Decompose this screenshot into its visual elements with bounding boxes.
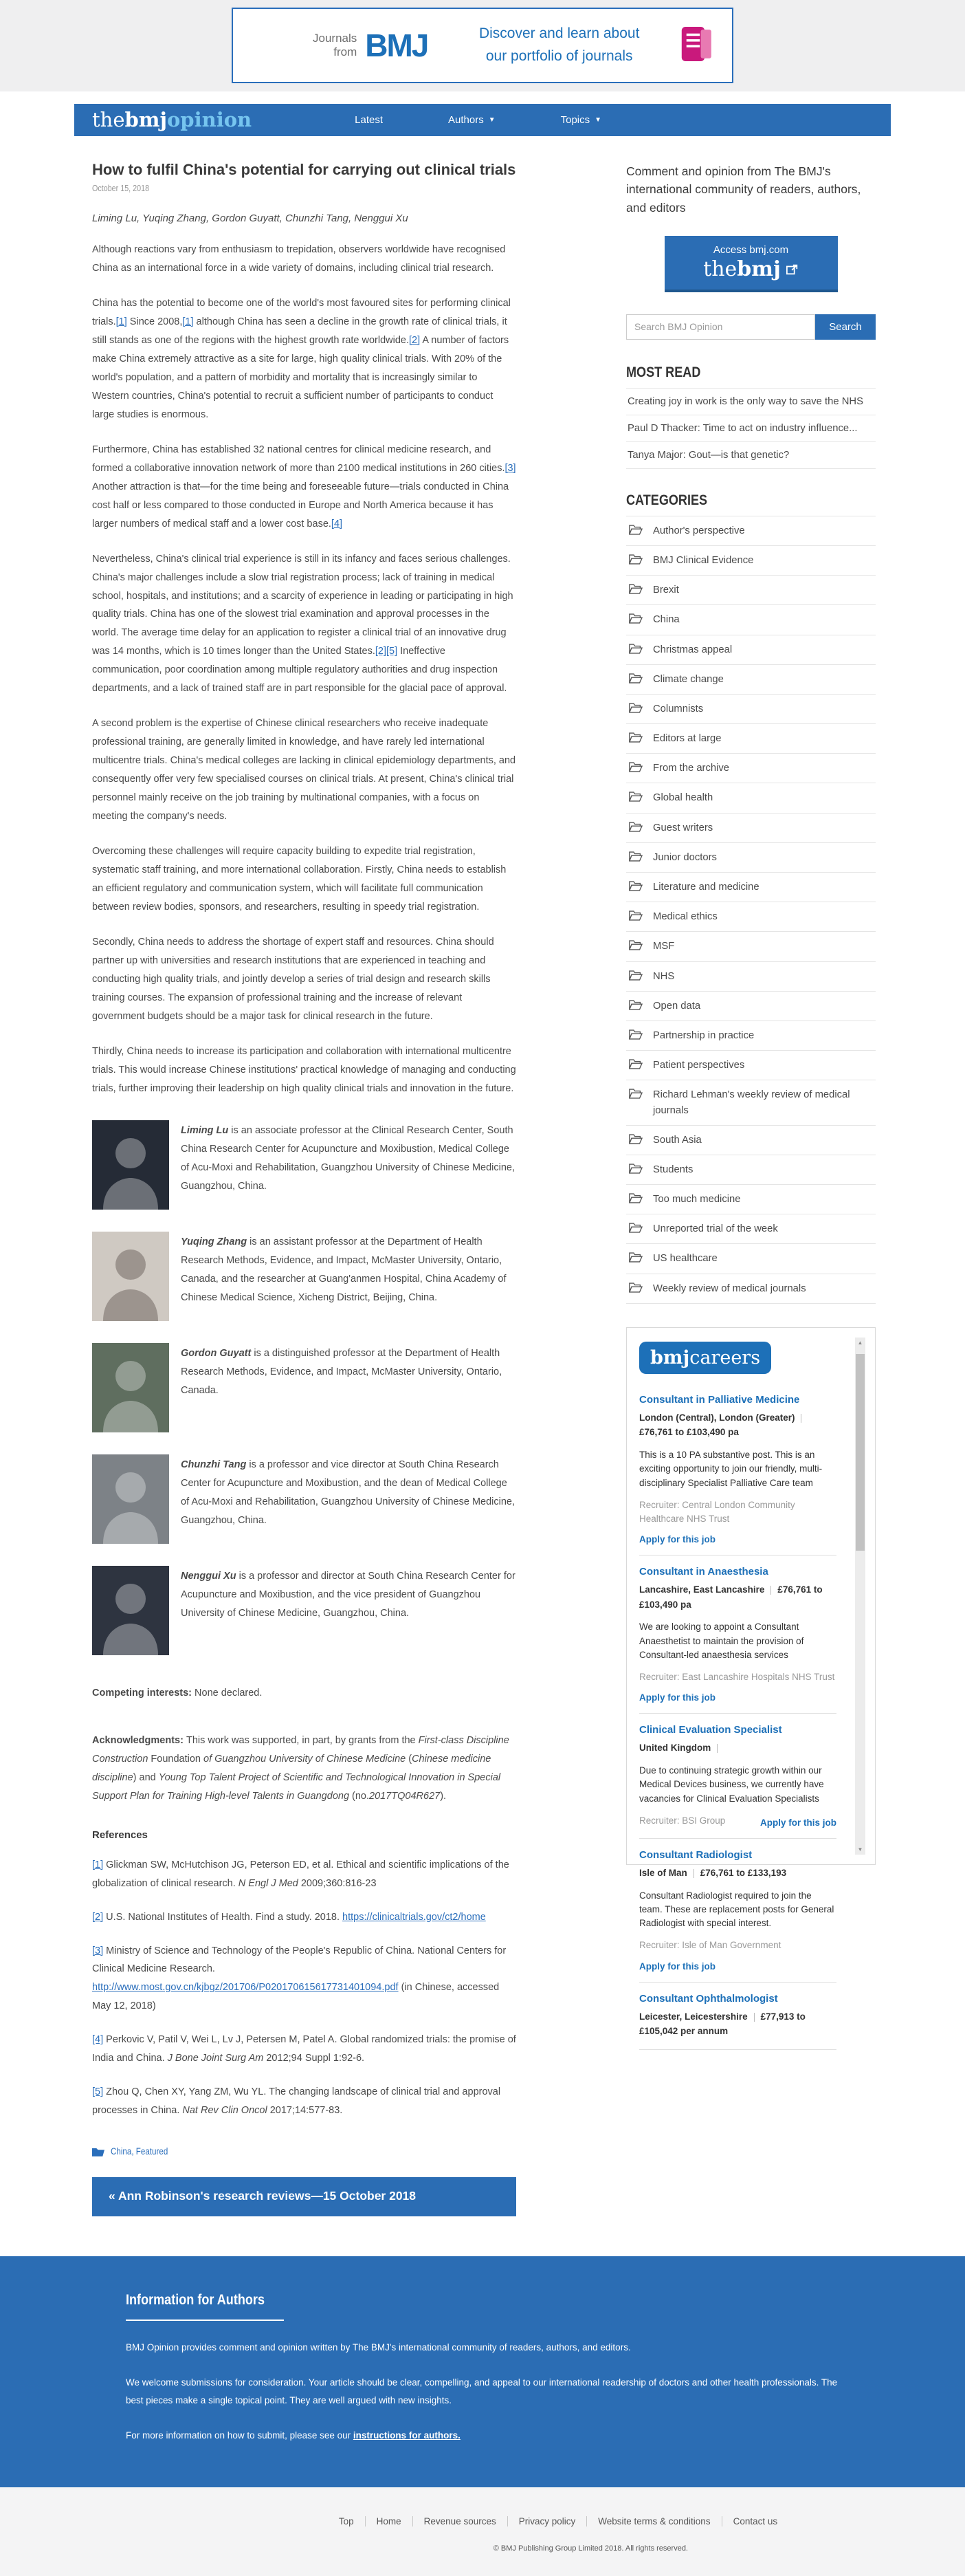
inline-link[interactable]: [5] xyxy=(92,2086,104,2098)
category-item[interactable]: Global health xyxy=(626,783,876,812)
article-paragraph xyxy=(92,441,516,534)
text-segment: 2017TQ04R627 xyxy=(369,1790,441,1802)
text-segment: Perkovic V, Patil V, Wei L, Lv J, Petersen M, Patel A. Global randomized trials: the promise of India and China. xyxy=(92,2034,516,2064)
folder-icon xyxy=(629,970,642,983)
text-segment: Ministry of Science and Technology of the People's Republic of China. National Centers for Clinical Medicine Research. xyxy=(92,1945,507,1975)
text-segment: 2009;360:816-23 xyxy=(298,1877,377,1889)
job-listing xyxy=(639,1983,836,2050)
folder-icon xyxy=(629,1164,642,1177)
author-photo xyxy=(92,1232,169,1321)
job-meta: United Kingdom xyxy=(639,1740,836,1756)
category-item[interactable]: Unreported trial of the week xyxy=(626,1214,876,1243)
folder-icon xyxy=(629,525,642,538)
inline-link[interactable]: http://www.most.gov.cn/kjbgz/201706/P020170615617731401094.pdf xyxy=(92,1982,399,1994)
nav-spacer xyxy=(0,91,965,104)
text-segment: Nat Rev Clin Oncol xyxy=(182,2105,267,2117)
author-bio-text xyxy=(181,1454,516,1544)
category-item[interactable]: Guest writers xyxy=(626,813,876,842)
scrollbar-thumb[interactable] xyxy=(856,1354,865,1551)
category-item[interactable]: From the archive xyxy=(626,753,876,783)
text-segment: is an assistant professor at the Department of Health Research Methods, Evidence, and Impact, McMaster University, Ontario, Canada, and the researcher at Guang'anmen Hospital, China Academy of Chinese Medical Science, Xicheng District, Beijing, China. xyxy=(181,1236,507,1303)
reference-item xyxy=(92,2031,516,2068)
reference-item xyxy=(92,1942,516,2016)
apply-link[interactable]: Apply for this job xyxy=(639,1692,716,1703)
folder-icon xyxy=(629,554,642,567)
tag-folder-icon xyxy=(92,2147,104,2157)
article-paragraph xyxy=(92,842,516,917)
article-tags xyxy=(92,2146,516,2157)
apply-link[interactable]: Apply for this job xyxy=(760,1818,836,1829)
folder-icon xyxy=(629,910,642,924)
author-bio-text xyxy=(181,1120,516,1210)
folder-icon xyxy=(629,1000,642,1013)
author-bio xyxy=(92,1232,516,1321)
text-segment: Young Top Talent Project of Scientific and Technological Innovation in Special Support Plan for Training High-level Talents in Guangdong xyxy=(92,1771,501,1802)
text-segment: Glickman SW, McHutchison JG, Peterson ED, et al. Ethical and scientific implications of the globalization of clinical research. xyxy=(92,1859,509,1889)
text-segment: Although reactions vary from enthusiasm to trepidation, observers worldwide have recognised China as an international force in a wide variety of domains, including clinical trial research. xyxy=(92,244,506,274)
text-segment: Yuqing Zhang xyxy=(181,1236,250,1247)
author-bio xyxy=(92,1454,516,1544)
text-segment: This work was supported, in part, by grants from the xyxy=(186,1734,419,1746)
bmj-careers-logo[interactable]: bmjcareers xyxy=(639,1342,771,1374)
person-silhouette xyxy=(92,1120,169,1210)
job-description: We are looking to appoint a Consultant Anaesthetist to maintain the provision of Consultant-led anaesthesia services xyxy=(639,1622,804,1660)
job-listing xyxy=(639,1556,836,1714)
author-photo xyxy=(92,1120,169,1210)
text-segment: A number of factors make China extremely attractive as a site for large, high quality clinical trials. With 20% of the world's population, and a pattern of morbidity and mortality that is increasingly similar to Western countries, China's potential to recruit a sufficient number of participants to conduct large studies is enormous. xyxy=(92,334,509,420)
text-segment: ) and xyxy=(133,1771,159,1783)
inline-link[interactable]: [1] xyxy=(182,316,194,327)
banner-pretitle: Journals from xyxy=(313,32,357,58)
scroll-up-icon[interactable]: ▲ xyxy=(857,1339,863,1346)
inline-link[interactable]: [2] xyxy=(92,1911,104,1923)
instructions-for-authors-link[interactable]: instructions for authors. xyxy=(353,2430,461,2441)
article-paragraph xyxy=(92,1043,516,1098)
banner-message: Discover and learn about our portfolio of journals xyxy=(478,25,640,64)
job-listing xyxy=(639,1384,836,1556)
reference-item xyxy=(92,1908,516,1927)
folder-icon xyxy=(629,1089,642,1102)
folder-icon xyxy=(629,1223,642,1236)
text-segment: A second problem is the expertise of Chinese clinical researchers who receive inadequate professional training, are generally limited in knowledge, and have rarely led international multicentre trials. China's medical colleges are lacking in clinical epidemiology departments, and consequently offer very few specialised courses on clinical trials. At present, China's clinical trial personnel mainly receive on the job training by multinational companies, with a focus on meeting the company's needs. xyxy=(92,718,516,822)
category-item[interactable]: Editors at large xyxy=(626,723,876,753)
job-title[interactable]: Clinical Evaluation Specialist xyxy=(639,1724,782,1736)
tag-links[interactable] xyxy=(111,2146,168,2157)
job-recruiter: Recruiter: Isle of Man Government xyxy=(639,1940,781,1951)
copyright-text: © BMJ Publishing Group Limited 2018. All rights reserved. xyxy=(493,2544,688,2553)
text-segment: Foundation xyxy=(148,1753,204,1765)
footer-heading: Information for Authors xyxy=(126,2291,265,2308)
text-segment: J Bone Joint Surg Am xyxy=(167,2053,264,2064)
chevron-down-icon: ▼ xyxy=(595,116,602,124)
article-paragraph xyxy=(92,933,516,1026)
nav-item-topics[interactable]: Topics ▼ xyxy=(560,114,602,126)
nav-links xyxy=(355,114,667,126)
meta-divider xyxy=(754,2013,755,2022)
footer-paragraph: We welcome submissions for consideration. Your article should be clear, compelling, and appeal to our international readership of doctors and other health professionals. The best pieces make a single topical point. They are well argued with new insights. xyxy=(126,2377,838,2405)
text-segment: Ineffective communication, poor coordination among multiple regulatory authorities and drug inspection departments, and a lack of trained staff are in part responsible for the glacial pace of approval. xyxy=(92,646,507,695)
text-segment: 2012;94 Suppl 1:92-6. xyxy=(263,2053,365,2064)
person-silhouette xyxy=(92,1232,169,1321)
author-photo xyxy=(92,1343,169,1432)
categories-heading: CATEGORIES xyxy=(626,492,708,508)
author-bio xyxy=(92,1120,516,1210)
text-segment: Furthermore, China has established 32 national centres for clinical medicine research, and formed a collaborative innovation network of more than 2100 medical institutions in 260 cities. xyxy=(92,444,505,474)
text-segment: None declared. xyxy=(195,1687,263,1699)
inline-link[interactable]: [4] xyxy=(331,518,343,530)
folder-icon xyxy=(629,1193,642,1206)
text-segment: Chunzhi Tang xyxy=(181,1459,249,1470)
folder-icon xyxy=(629,881,642,894)
footer-heading-rule xyxy=(126,2320,284,2321)
category-item[interactable]: NHS xyxy=(626,961,876,991)
job-meta: Isle of Man £76,761 to £133,193 xyxy=(639,1868,787,1879)
folder-icon xyxy=(629,613,642,626)
inline-link[interactable]: https://clinicaltrials.gov/ct2/home xyxy=(342,1911,486,1923)
text-segment: Gordon Guyatt xyxy=(181,1347,254,1359)
folder-icon xyxy=(629,792,642,805)
folder-icon xyxy=(629,1029,642,1043)
text-segment: N Engl J Med xyxy=(238,1877,298,1889)
category-item[interactable]: Junior doctors xyxy=(626,842,876,872)
job-meta: Leicester, Leicestershire £77,913 to £105,042 per annum xyxy=(639,2011,806,2037)
job-meta: Lancashire, East Lancashire £76,761 to £103,490 pa xyxy=(639,1584,823,1610)
journals-banner-ad[interactable] xyxy=(232,8,733,83)
text-segment: is a professor and director at South China Research Center for Acupuncture and Moxibustion, and the vice president of Guangzhou University of Chinese Medicine, Guangzhou, China. xyxy=(181,1570,515,1619)
job-recruiter: Recruiter: BSI Group xyxy=(639,1815,726,1826)
text-segment: Secondly, China needs to address the shortage of expert staff and resources. China should partner up with universities and research institutions that are experienced in teaching and conducting high quality trials, and jointly develop a series of trial design and research skills training courses. The expansion of professional training and the increase of relevant government budgets should be a major task for clinical research in the future. xyxy=(92,937,494,1022)
inline-link[interactable]: Featured xyxy=(135,2146,168,2157)
category-item[interactable]: Columnists xyxy=(626,694,876,723)
search-input[interactable] xyxy=(626,314,815,340)
person-silhouette xyxy=(92,1454,169,1544)
folder-icon xyxy=(629,644,642,657)
text-segment: is a distinguished professor at the Department of Health Research Methods, Evidence, and Impact, McMaster University, Ontario, Canada. xyxy=(181,1347,502,1396)
footer xyxy=(0,2256,965,2488)
text-segment: is a professor and vice director at South China Research Center for Acupuncture and Moxibustion, and the dean of Medical College of Acu-Moxi and Rehabilitation, Guangzhou University of Chinese Medicine, Guangzhou, China. xyxy=(181,1459,515,1526)
footer-paragraph: BMJ Opinion provides comment and opinion written by The BMJ's international community of readers, authors, and editors. xyxy=(126,2342,631,2353)
reference-item xyxy=(92,1856,516,1893)
text-segment: 2017;14:577-83. xyxy=(267,2105,343,2117)
job-description: This is a 10 PA substantive post. This is an exciting opportunity to join our friendly, multi-disciplinary Specialist Palliative Care team xyxy=(639,1450,823,1488)
careers-scrollbar[interactable] xyxy=(855,1338,865,1855)
inline-link[interactable]: [2] xyxy=(375,646,386,657)
author-bio-text xyxy=(181,1232,516,1321)
text-segment: of Guangzhou University of Chinese Medicine xyxy=(203,1753,406,1765)
text-segment: Overcoming these challenges will require capacity building to expedite trial registration, systematic staff training, and more international collaboration. Firstly, China needs to establish an efficient regulatory and communication system, which will facilitate full communication between review bodies, sponsors, and researchers, resulting in speedy trial registration. xyxy=(92,846,507,913)
external-link-icon xyxy=(786,257,799,281)
inline-link[interactable]: [3] xyxy=(92,1945,104,1956)
text-segment: Zhou Q, Chen XY, Yang ZM, Wu YL. The changing landscape of clinical trial and approval processes in China. xyxy=(92,2086,501,2117)
nav-item-authors[interactable]: Authors ▼ xyxy=(448,114,496,126)
category-item[interactable]: Weekly review of medical journals xyxy=(626,1274,876,1303)
bmj-careers-widget xyxy=(626,1327,876,2037)
text-segment: is an associate professor at the Clinical Research Center, South China Research Center for Acupuncture and Moxibustion, Medical College of Acu-Moxi and Rehabilitation, Guangzhou University of Chinese Medicine, Guangzhou, China. xyxy=(181,1124,515,1192)
job-recruiter: Recruiter: Central London Community Healthcare NHS Trust xyxy=(639,1499,795,1524)
category-item[interactable]: Medical ethics xyxy=(626,902,876,931)
folder-icon xyxy=(629,732,642,745)
bottom-link-top[interactable]: Top xyxy=(328,2516,366,2526)
job-listing xyxy=(639,1839,836,1983)
most-read-item[interactable]: Tanya Major: Gout—is that genetic? xyxy=(626,441,876,468)
folder-icon xyxy=(629,1282,642,1296)
category-item[interactable]: Open data xyxy=(626,991,876,1020)
text-segment: Competing interests: xyxy=(92,1687,195,1699)
job-title[interactable]: Consultant in Anaesthesia xyxy=(639,1566,768,1578)
article xyxy=(92,161,516,2216)
article-paragraph xyxy=(92,714,516,826)
sidebar-intro: Comment and opinion from The BMJ's international community of readers, authors, and editors xyxy=(626,164,861,215)
sidebar xyxy=(626,161,876,2216)
text-segment: (no. xyxy=(349,1790,370,1802)
category-item[interactable]: Patient perspectives xyxy=(626,1050,876,1080)
text-segment: ). xyxy=(440,1790,447,1802)
job-description: Consultant Radiologist required to join the team. These are replacement posts for General Radiologist with special interest. xyxy=(639,1890,834,1929)
article-authors: Liming Lu, Yuqing Zhang, Gordon Guyatt, Chunzhi Tang, Nenggui Xu xyxy=(92,212,408,224)
reference-item xyxy=(92,2083,516,2120)
text-segment: Nenggui Xu xyxy=(181,1570,239,1582)
categories-list xyxy=(626,516,876,1304)
author-bio xyxy=(92,1343,516,1432)
author-bio-text xyxy=(181,1566,516,1655)
category-item[interactable]: Author's perspective xyxy=(626,516,876,545)
bottom-link-contact-us[interactable]: Contact us xyxy=(733,2516,778,2527)
acknowledgments xyxy=(92,1732,516,1806)
folder-icon xyxy=(629,584,642,597)
text-segment: Nevertheless, China's clinical trial experience is still in its infancy and faces serious challenges. China's major challenges include a slow trial registration process; lack of training in medical school, hospitals, and institutions; and a scarcity of experience in leading or participating in high quality trials. China has one of the slowest trial examination and approval processes in the world. The average time delay for an application to register a clinical trial of an innovative drug was 14 months, which is 10 times longer than the United States. xyxy=(92,553,513,657)
search-button[interactable]: Search xyxy=(815,314,876,340)
references-heading: References xyxy=(92,1829,148,1841)
category-item[interactable]: Students xyxy=(626,1155,876,1184)
category-item[interactable]: Christmas appeal xyxy=(626,635,876,664)
article-paragraph xyxy=(92,550,516,699)
folder-icon xyxy=(629,703,642,716)
competing-interests xyxy=(92,1684,516,1703)
category-item[interactable]: Richard Lehman's weekly review of medical journals xyxy=(626,1080,876,1124)
inline-link[interactable]: [3] xyxy=(504,462,516,474)
text-segment: Thirdly, China needs to increase its participation and collaboration with international multicentre trials. This would increase Chinese institutions' practical knowledge of managing and conducting trials, further improving their leadership on high quality clinical trials and innovation in the future. xyxy=(92,1045,516,1094)
page-title: How to fulfil China's potential for carrying out clinical trials xyxy=(92,161,516,178)
folder-icon xyxy=(629,1134,642,1147)
inline-link[interactable]: , xyxy=(131,2146,136,2157)
category-item[interactable]: BMJ Clinical Evidence xyxy=(626,545,876,575)
most-read-item[interactable]: Creating joy in work is the only way to save the NHS xyxy=(626,388,876,415)
bottom-link-revenue-sources[interactable]: Revenue sources xyxy=(413,2516,508,2526)
bottom-link-terms[interactable]: Website terms & conditions xyxy=(587,2516,722,2526)
category-item[interactable]: Climate change xyxy=(626,664,876,694)
previous-post-link[interactable]: « Ann Robinson's research reviews—15 October 2018 xyxy=(92,2177,516,2216)
article-date: October 15, 2018 xyxy=(92,184,150,193)
job-recruiter: Recruiter: East Lancashire Hospitals NHS Trust xyxy=(639,1672,835,1683)
inline-link[interactable]: [5] xyxy=(386,646,398,657)
inline-link[interactable]: [2] xyxy=(409,334,421,346)
bottom-link-privacy-policy[interactable]: Privacy policy xyxy=(508,2516,588,2526)
folder-icon xyxy=(629,822,642,835)
category-item[interactable]: South Asia xyxy=(626,1125,876,1155)
author-photo xyxy=(92,1454,169,1544)
category-item[interactable]: Brexit xyxy=(626,575,876,604)
job-title[interactable]: Consultant Ophthalmologist xyxy=(639,1992,778,2005)
category-item[interactable]: Too much medicine xyxy=(626,1184,876,1214)
top-ad-band xyxy=(0,0,965,91)
folder-icon xyxy=(629,940,642,953)
job-title[interactable]: Consultant Radiologist xyxy=(639,1849,753,1862)
inline-link[interactable]: [4] xyxy=(92,2034,104,2046)
folder-icon xyxy=(629,1059,642,1072)
apply-link[interactable]: Apply for this job xyxy=(639,1534,716,1545)
folder-icon xyxy=(629,851,642,864)
most-read-heading: MOST READ xyxy=(626,364,701,380)
scroll-down-icon[interactable]: ▼ xyxy=(857,1846,863,1853)
job-listing xyxy=(639,1714,836,1839)
text-segment: (in Chinese, accessed May 12, 2018) xyxy=(92,1982,500,2012)
job-description: Due to continuing strategic growth within our Medical Devices business, we currently have vacancies for Clinical Evaluation Specialists xyxy=(639,1765,824,1804)
category-item[interactable]: Literature and medicine xyxy=(626,872,876,902)
category-item[interactable]: China xyxy=(626,604,876,634)
nav-item-latest[interactable]: Latest xyxy=(355,114,384,126)
site-logo[interactable]: thebmjopinion xyxy=(92,108,252,131)
job-meta: London (Central), London (Greater)£76,761 to £103,490 pa xyxy=(639,1410,836,1440)
article-paragraph xyxy=(92,294,516,424)
category-item[interactable]: MSF xyxy=(626,931,876,961)
sidebar-search xyxy=(626,314,876,340)
footer-paragraph: For more information on how to submit, please see our instructions for authors. xyxy=(126,2430,461,2441)
job-title[interactable]: Consultant in Palliative Medicine xyxy=(639,1393,800,1406)
access-bmj-button[interactable]: Access bmj.com thebmj xyxy=(665,236,838,292)
inline-link[interactable]: China xyxy=(111,2146,132,2157)
person-silhouette xyxy=(92,1343,169,1432)
author-bio xyxy=(92,1566,516,1655)
folder-icon xyxy=(629,673,642,686)
text-segment: ( xyxy=(406,1753,412,1765)
person-silhouette xyxy=(92,1566,169,1655)
text-segment: Another attraction is that—for the time being and foreseeable future—trials conducted in China cost half or less compared to those conducted in Europe and North America because it has larger numbers of medical staff and a lower cost base. xyxy=(92,481,509,530)
chevron-down-icon: ▼ xyxy=(488,116,496,124)
text-segment: Chinese medicine discipline xyxy=(92,1753,491,1783)
book-icon xyxy=(680,25,714,67)
bottom-bar xyxy=(0,2487,965,2576)
text-segment: China has the potential to become one of the world's most favoured sites for performing clinical trials. xyxy=(92,297,511,327)
text-segment: although China has seen a decline in the growth rate of clinical trials, it still stands as one of the regions with the highest growth rate worldwide. xyxy=(92,316,507,346)
folder-icon xyxy=(629,1252,642,1265)
meta-divider xyxy=(717,1744,718,1753)
text-segment: First-class Discipline Construction xyxy=(92,1734,509,1765)
author-bio-text xyxy=(181,1343,516,1432)
bottom-link-home[interactable]: Home xyxy=(366,2516,413,2526)
most-read-item[interactable]: Paul D Thacker: Time to act on industry influence... xyxy=(626,415,876,441)
category-item[interactable]: Partnership in practice xyxy=(626,1020,876,1050)
bmj-logo: BMJ xyxy=(365,28,428,63)
text-segment: Liming Lu xyxy=(181,1124,232,1136)
main-nav xyxy=(74,104,891,136)
text-segment: Acknowledgments: xyxy=(92,1734,186,1746)
inline-link[interactable]: [1] xyxy=(92,1859,104,1870)
category-item[interactable]: US healthcare xyxy=(626,1243,876,1273)
text-segment: Since 2008, xyxy=(126,316,183,327)
text-segment: U.S. National Institutes of Health. Find a study. 2018. xyxy=(103,1911,343,1923)
most-read-list xyxy=(626,388,876,469)
article-paragraph xyxy=(92,241,516,278)
author-photo xyxy=(92,1566,169,1655)
apply-link[interactable]: Apply for this job xyxy=(639,1961,716,1972)
meta-divider xyxy=(770,1586,771,1595)
bottom-links xyxy=(150,2516,965,2526)
folder-icon xyxy=(629,762,642,775)
inline-link[interactable]: [1] xyxy=(115,316,127,327)
